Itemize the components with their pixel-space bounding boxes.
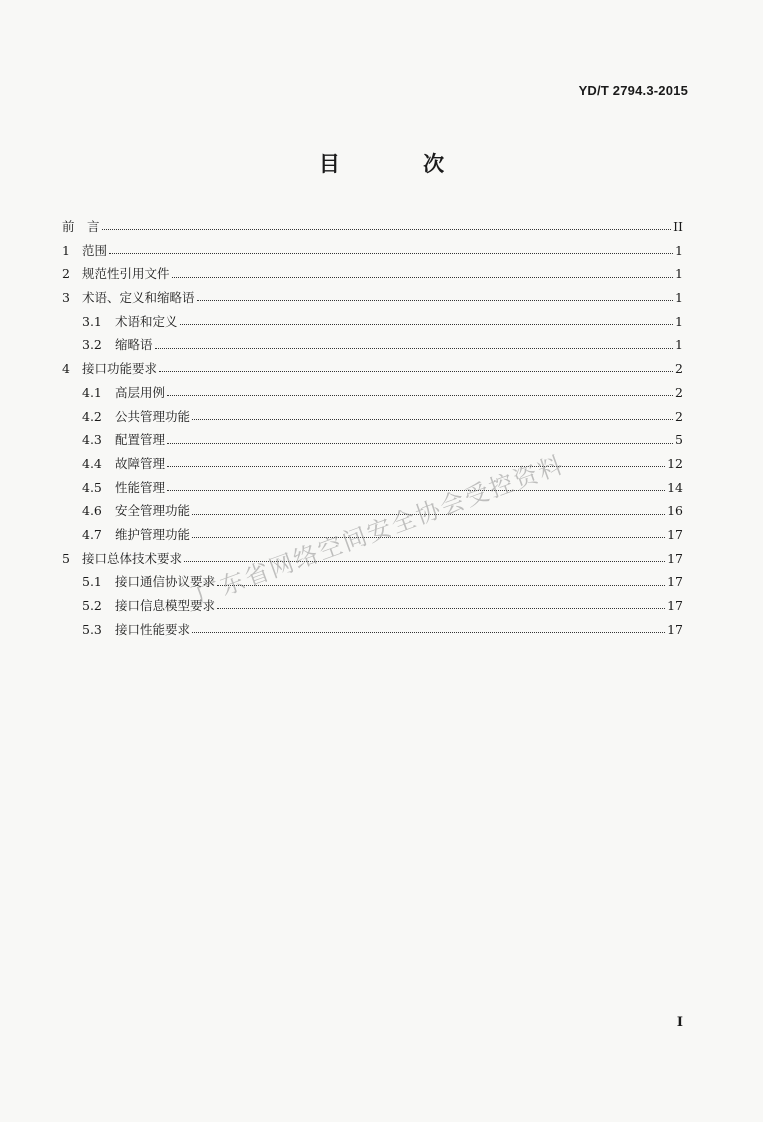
page-number: I (676, 1015, 683, 1030)
toc-entry[interactable] (62, 357, 683, 381)
toc-entry-page: 5 (675, 432, 683, 448)
toc-entry-page: 1 (675, 290, 683, 306)
toc-entry-page: 17 (667, 550, 683, 566)
toc-leader-dots (192, 537, 665, 538)
toc-entry-page: 17 (667, 574, 683, 590)
toc-leader-dots (167, 490, 665, 491)
toc-entry-page: 1 (675, 313, 683, 329)
toc-entry-label: 故障管理 (115, 455, 166, 471)
toc-entry-page: 1 (675, 242, 683, 258)
toc-entry-label: 维护管理功能 (115, 526, 191, 542)
toc-entry-label: 性能管理 (115, 479, 166, 495)
toc-leader-dots (109, 253, 673, 254)
standard-code: YD/T 2794.3-2015 (578, 83, 688, 98)
toc-entry-number: 4.4 (82, 455, 102, 471)
toc-entry-page: 12 (667, 455, 683, 471)
toc-entry[interactable] (62, 452, 683, 476)
toc-entry-page: 2 (675, 384, 683, 400)
toc-entry-label: 规范性引用文件 (82, 266, 170, 282)
toc-entry-label: 高层用例 (115, 384, 166, 400)
toc-leader-dots (192, 419, 673, 420)
toc-entry-page: 14 (667, 479, 683, 495)
toc-entry-number: 4.3 (82, 432, 102, 448)
toc-entry-label: 接口性能要求 (115, 621, 191, 637)
toc-entry[interactable] (62, 239, 683, 263)
toc-entry-number: 4.2 (82, 408, 102, 424)
toc-entry-number: 4.5 (82, 479, 102, 495)
toc-leader-dots (155, 348, 673, 349)
toc-entry[interactable] (62, 405, 683, 429)
toc-entry-number: 3 (62, 290, 70, 306)
toc-entry-number: 5.1 (82, 574, 102, 590)
toc-entry[interactable] (62, 618, 683, 642)
toc-entry-label: 接口总体技术要求 (82, 550, 183, 566)
watermark: 广东省网络空间安全协会受控资料 (192, 450, 569, 610)
toc-leader-dots (167, 443, 673, 444)
toc-entry-page: II (673, 219, 683, 234)
toc-entry-number: 5.2 (82, 598, 102, 613)
toc-entry-label: 接口通信协议要求 (115, 574, 216, 590)
toc-entry-number: 3.2 (82, 337, 102, 353)
toc-entry-page: 17 (667, 526, 683, 542)
toc-entry[interactable] (62, 476, 683, 500)
toc-leader-dots (217, 608, 665, 609)
toc-entry-number: 2 (62, 266, 70, 282)
toc-entry-label: 范围 (82, 242, 108, 258)
toc-entry[interactable] (62, 381, 683, 405)
toc-entry-page: 16 (667, 503, 683, 519)
toc-entry-number: 4.7 (82, 526, 102, 542)
toc-leader-dots (197, 300, 673, 301)
toc-entry[interactable] (62, 333, 683, 357)
page-title: 目 次 (318, 151, 483, 176)
toc-entry-label: 缩略语 (115, 337, 153, 353)
toc-entry-number: 1 (62, 242, 70, 258)
toc-entry-label: 配置管理 (115, 432, 166, 448)
toc-leader-dots (192, 632, 665, 633)
toc-entry[interactable] (62, 570, 683, 594)
toc-entry-page: 17 (667, 598, 683, 613)
toc-entry[interactable] (62, 286, 683, 310)
toc-entry[interactable] (62, 594, 683, 618)
toc-leader-dots (159, 371, 673, 372)
toc-entry[interactable] (62, 262, 683, 286)
toc-leader-dots (172, 277, 673, 278)
table-of-contents (62, 215, 683, 641)
toc-entry-number: 5.3 (82, 621, 102, 637)
toc-leader-dots (167, 395, 673, 396)
toc-entry[interactable] (62, 215, 683, 239)
toc-entry-page: 1 (675, 337, 683, 353)
toc-entry-label: 接口功能要求 (82, 361, 158, 377)
toc-entry-page: 17 (667, 621, 683, 637)
toc-entry-page: 2 (675, 408, 683, 424)
toc-entry-label: 术语、定义和缩略语 (82, 290, 195, 306)
toc-entry-label: 术语和定义 (115, 313, 178, 329)
toc-entry[interactable] (62, 310, 683, 334)
toc-entry-number: 5 (62, 550, 70, 566)
toc-entry-label: 接口信息模型要求 (115, 598, 216, 613)
toc-entry-page: 1 (675, 266, 683, 282)
toc-entry-page: 2 (675, 361, 683, 377)
toc-leader-dots (167, 466, 665, 467)
toc-entry-number: 4.6 (82, 503, 102, 519)
toc-entry[interactable] (62, 428, 683, 452)
toc-entry[interactable] (62, 547, 683, 571)
toc-leader-dots (102, 229, 672, 230)
toc-leader-dots (217, 585, 665, 586)
toc-entry-label: 前 言 (62, 219, 100, 234)
toc-entry-label: 公共管理功能 (115, 408, 191, 424)
toc-entry-number: 4.1 (82, 384, 102, 400)
toc-leader-dots (180, 324, 673, 325)
toc-entry-number: 3.1 (82, 313, 102, 329)
toc-entry-label: 安全管理功能 (115, 503, 191, 519)
toc-entry-number: 4 (62, 361, 70, 377)
